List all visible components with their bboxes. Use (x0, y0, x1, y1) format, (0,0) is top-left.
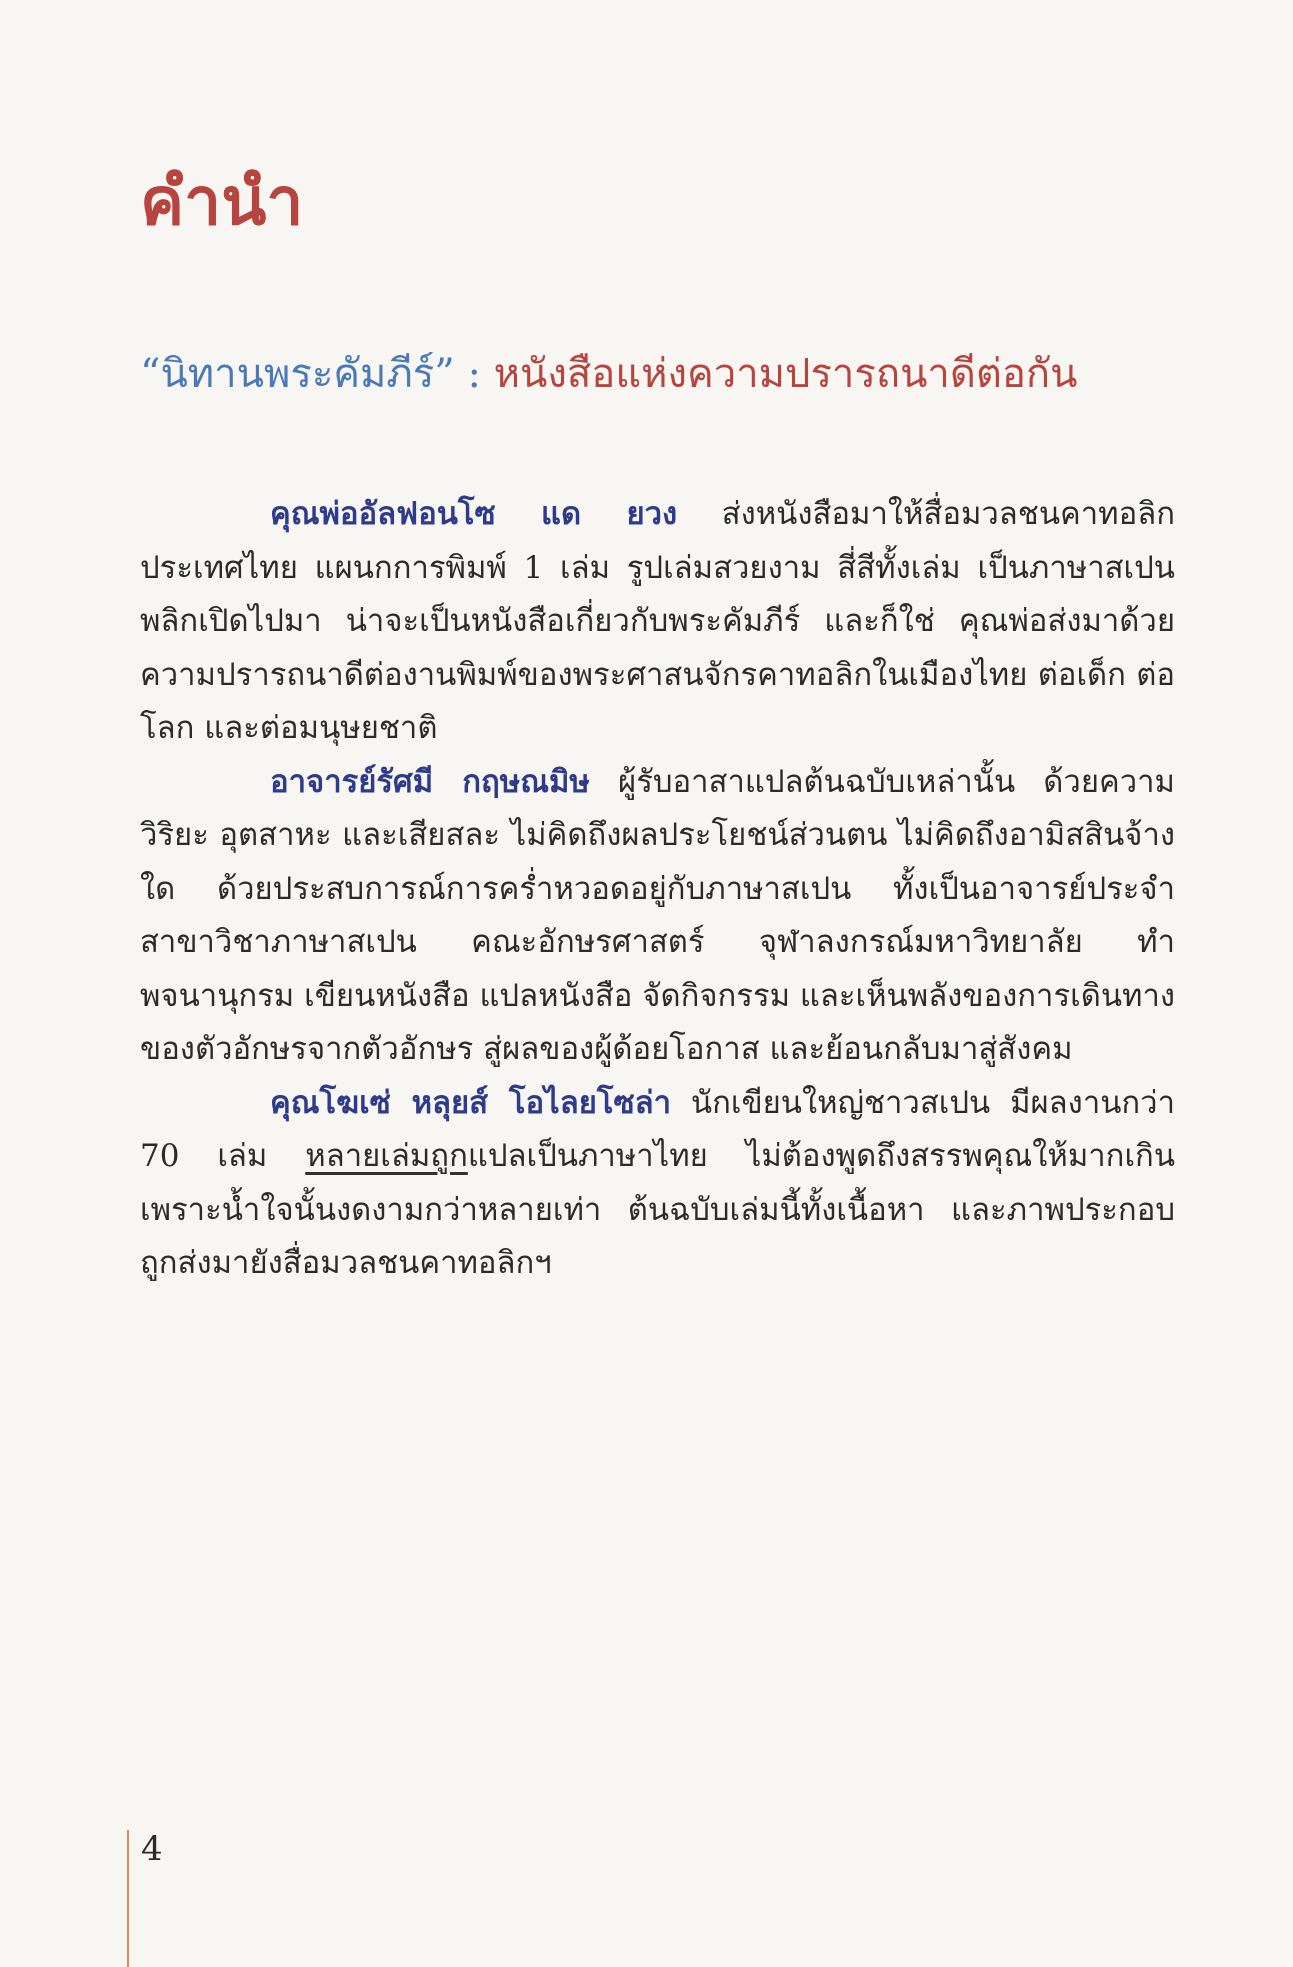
paragraph-2 (140, 756, 1175, 1077)
paragraph-2-name: อาจารย์รัศมี กฤษณมิษ (270, 763, 590, 800)
paragraph-3-text-after: แปลเป็นภาษาไทย ไม่ต้องพูดถึงสรรพคุณให้มากเกิน เพราะน้ำใจนั้นงดงามกว่าหลายเท่า ต้นฉบับเล่มนี้ทั้งเนื้อหา และภาพประกอบ ถูกส่งมายังสื่อมวลชนคาทอลิกฯ (140, 1138, 1176, 1281)
paragraph-3-text-before: นักเขียนใหญ่ชาวสเปน มีผลงานกว่า 70 เล่ม (140, 1084, 1175, 1174)
subtitle (140, 348, 1077, 400)
body-text (140, 488, 1175, 1291)
paragraph-3 (140, 1077, 1175, 1291)
paragraph-2-text: ผู้รับอาสาแปลต้นฉบับเหล่านั้น ด้วยความวิริยะ อุตสาหะ และเสียสละ ไม่คิดถึงผลประโยชน์ส่วนตน ไม่คิดถึงอามิสสินจ้างใด ด้วยประสบการณ์การคร่ำหวอดอยู่กับภาษาสเปน ทั้งเป็นอาจารย์ประจำสาขาวิชาภาษาสเปน คณะอักษรศาสตร์ จุฬาลงกรณ์มหาวิทยาลัย ทำพจนานุกรม เขียนหนังสือ แปลหนังสือ จัดกิจกรรม และเห็นพลังของการเดินทางของตัวอักษรจากตัวอักษร สู่ผลของผู้ด้อยโอกาส และย้อนกลับมาสู่สังคม (140, 763, 1175, 1067)
page-number-rule (127, 1830, 129, 1967)
paragraph-1 (140, 488, 1175, 756)
paragraph-1-text: ส่งหนังสือมาให้สื่อมวลชนคาทอลิกประเทศไทย แผนกการพิมพ์ 1 เล่ม รูปเล่มสวยงาม สี่สีทั้งเล่ม เป็นภาษาสเปน พลิกเปิดไปมา น่าจะเป็นหนังสือเกี่ยวกับพระคัมภีร์ และก็ใช่ คุณพ่อส่งมาด้วยความปรารถนาดีต่องานพิมพ์ของพระศาสนจักรคาทอลิกในเมืองไทย ต่อเด็ก ต่อโลก และต่อมนุษยชาติ (140, 496, 1175, 746)
page-title: คำนำ (140, 162, 304, 240)
subtitle-separator: : (454, 351, 494, 397)
paragraph-3-text-underlined: หลายเล่มถูก (305, 1138, 468, 1174)
paragraph-1-name: คุณพ่ออัลฟอนโซ แด ยวง (270, 496, 678, 532)
subtitle-rest: หนังสือแห่งความปรารถนาดีต่อกัน (493, 351, 1078, 397)
page-number: 4 (141, 1829, 163, 1869)
subtitle-quote: “นิทานพระคัมภีร์” (140, 351, 455, 397)
paragraph-3-name: คุณโฆเซ่ หลุยส์ โอไลยโซล่า (270, 1084, 672, 1121)
